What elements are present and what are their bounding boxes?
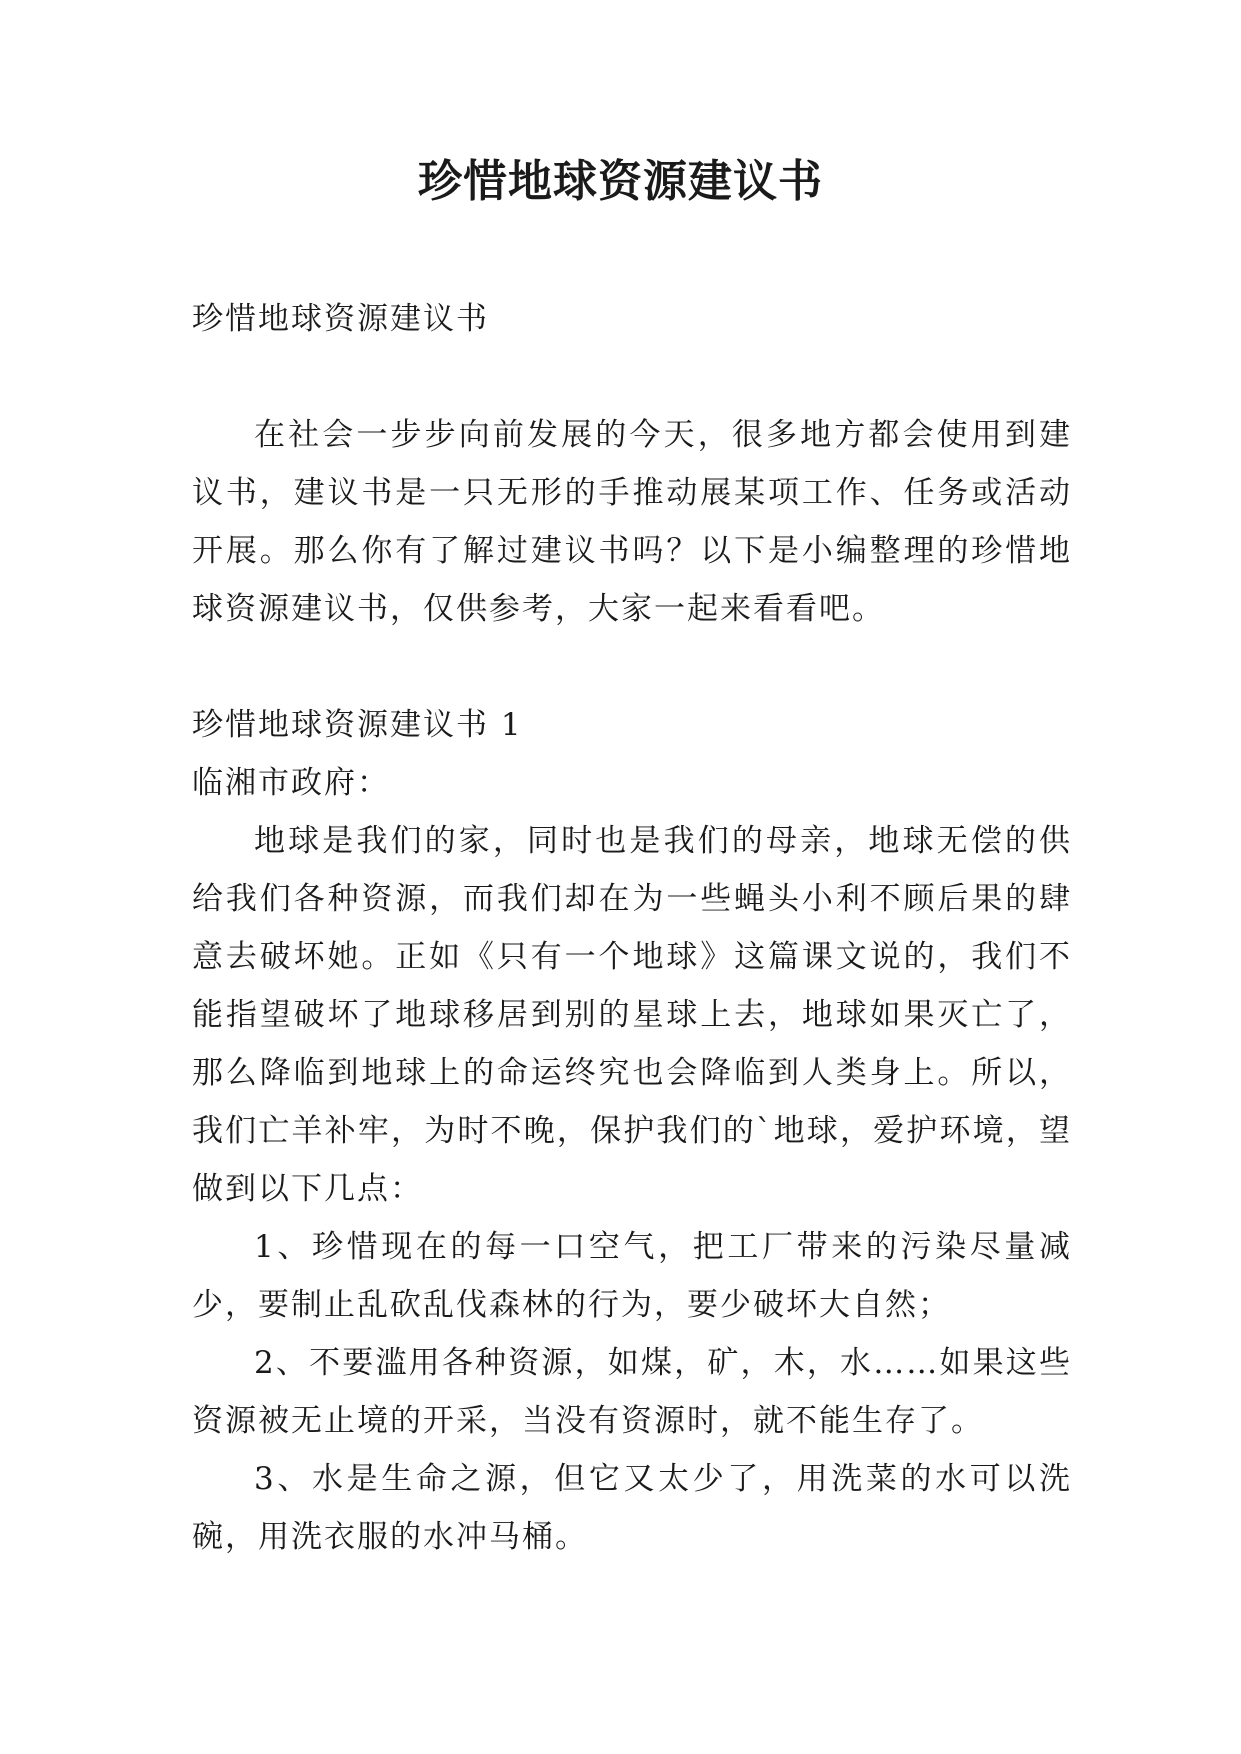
document-subtitle: 珍惜地球资源建议书	[192, 301, 489, 337]
point-item-1: 1、珍惜现在的每一口空气，把工厂带来的污染尽量减少，要制止乱砍乱伐森林的行为，要少破坏大自然；	[192, 1229, 1072, 1323]
salutation: 临湘市政府：	[192, 765, 390, 801]
document-title: 珍惜地球资源建议书	[418, 156, 823, 207]
spacer	[192, 348, 1072, 406]
body-paragraph: 地球是我们的家，同时也是我们的母亲，地球无偿的供给我们各种资源，而我们却在为一些蝇头小利不顾后果的肆意去破坏她。正如《只有一个地球》这篇课文说的，我们不能指望破坏了地球移居到别的星球上去，地球如果灭亡了，那么降临到地球上的命运终究也会降临到人类身上。所以，我们亡羊补牢，为时不晚，保护我们的`地球，爱护环境，望做到以下几点：	[192, 823, 1072, 1207]
section-heading: 珍惜地球资源建议书 1	[192, 707, 523, 743]
point-item-2: 2、不要滥用各种资源，如煤，矿，木，水……如果这些资源被无止境的开采，当没有资源时，就不能生存了。	[192, 1345, 1072, 1439]
intro-paragraph: 在社会一步步向前发展的今天，很多地方都会使用到建议书，建议书是一只无形的手推动展某项工作、任务或活动开展。那么你有了解过建议书吗？以下是小编整理的珍惜地球资源建议书，仅供参考，大家一起来看看吧。	[192, 417, 1072, 627]
spacer	[192, 638, 1072, 696]
point-item-3: 3、水是生命之源，但它又太少了，用洗菜的水可以洗碗，用洗衣服的水冲马桶。	[192, 1461, 1072, 1555]
document-body	[192, 290, 1072, 1566]
